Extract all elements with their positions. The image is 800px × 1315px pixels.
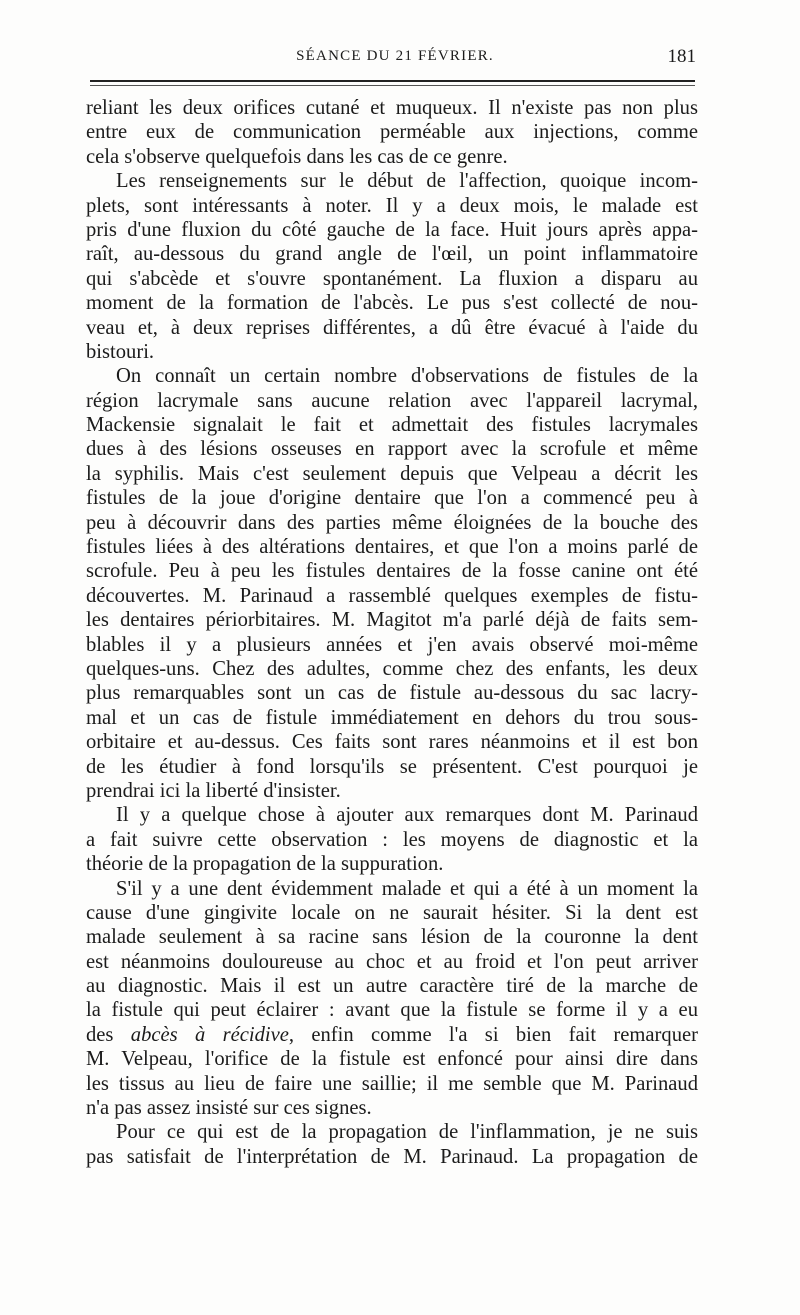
text-line: blables il y a plusieurs années et j'en avais observé moi-même: [86, 633, 698, 656]
text-line: n'a pas assez insisté sur ces signes.: [86, 1097, 372, 1120]
text-line: la syphilis. Mais c'est seulement depuis que Velpeau a décrit les: [86, 462, 698, 485]
text-line: est néanmoins douloureuse au choc et au froid et l'on peut arriver: [86, 950, 698, 973]
text-line: fistules liées à des altérations dentaires, et que l'on a moins parlé de: [86, 536, 698, 559]
text-line: a fait suivre cette observation : les moyens de diagnostic et la: [86, 828, 698, 851]
text-line: S'il y a une dent évidemment malade et qui a été à un moment la: [116, 877, 698, 900]
text-line-part: des: [86, 1023, 131, 1046]
header-rule-thin: [90, 85, 695, 86]
text-line: fistules de la joue d'origine dentaire que l'on a commencé peu à: [86, 487, 698, 510]
page-number: 181: [667, 46, 696, 67]
text-line: pas satisfait de l'interprétation de M. Parinaud. La propagation de: [86, 1145, 698, 1168]
text-line: région lacrymale sans aucune relation avec l'appareil lacrymal,: [86, 389, 698, 412]
text-line: Il y a quelque chose à ajouter aux remarques dont M. Parinaud: [116, 804, 698, 827]
text-line: bistouri.: [86, 340, 155, 363]
text-line: M. Velpeau, l'orifice de la fistule est enfoncé pour ainsi dire dans: [86, 1048, 698, 1071]
text-line: veau et, à deux reprises différentes, a dû être évacué à l'aide du: [86, 316, 698, 339]
text-line: cela s'observe quelquefois dans les cas de ce genre.: [86, 145, 508, 168]
text-line: mal et un cas de fistule immédiatement en dehors du trou sous-: [86, 706, 698, 729]
text-line: de les étudier à fond lorsqu'ils se présentent. C'est pourquoi je: [86, 755, 698, 778]
body-text: [86, 96, 698, 1169]
running-title: SÉANCE DU 21 FÉVRIER.: [296, 48, 494, 64]
header-rule: [90, 80, 695, 82]
text-line: orbitaire et au-dessus. Ces faits sont rares néanmoins et il est bon: [86, 731, 698, 754]
text-line: quelques-uns. Chez des adultes, comme chez des enfants, les deux: [86, 657, 698, 680]
text-line: [86, 1023, 698, 1047]
text-line: scrofule. Peu à peu les fistules dentaires de la fosse canine ont été: [86, 560, 698, 583]
text-line: la fistule qui peut éclairer : avant que la fistule se forme il y a eu: [86, 999, 698, 1022]
text-line: qui s'abcède et s'ouvre spontanément. La fluxion a disparu au: [86, 267, 698, 290]
text-line: Les renseignements sur le début de l'affection, quoique incom-: [116, 170, 698, 193]
text-line: reliant les deux orifices cutané et muqueux. Il n'existe pas non plus: [86, 97, 698, 119]
text-line: les dentaires périorbitaires. M. Magitot m'a parlé déjà de faits sem-: [86, 609, 698, 632]
text-line: moment de la formation de l'abcès. Le pus s'est collecté de nou-: [86, 292, 698, 315]
text-line: raît, au-dessous du grand angle de l'œil, un point inflammatoire: [86, 243, 698, 266]
text-line: cause d'une gingivite locale on ne saurait hésiter. Si la dent est: [86, 901, 698, 924]
text-line: pris d'une fluxion du côté gauche de la face. Huit jours après appa-: [86, 218, 698, 241]
text-line: entre eux de communication perméable aux injections, comme: [86, 121, 698, 144]
text-line: les tissus au lieu de faire une saillie; il me semble que M. Parinaud: [86, 1072, 698, 1095]
text-line: théorie de la propagation de la suppuration.: [86, 853, 444, 876]
running-head: [90, 46, 700, 72]
text-line: plus remarquables sont un cas de fistule au-dessous du sac lacry-: [86, 682, 698, 705]
text-line: malade seulement à sa racine sans lésion de la couronne la dent: [86, 926, 698, 949]
text-line: Mackensie signalait le fait et admettait des fistules lacrymales: [86, 414, 698, 437]
text-line-part: , enfin comme l'a si bien fait remarquer: [288, 1023, 698, 1046]
text-line: dues à des lésions osseuses en rapport avec la scrofule et même: [86, 438, 698, 461]
text-line: découvertes. M. Parinaud a rassemblé quelques exemples de fistu-: [86, 584, 698, 607]
italic-phrase: abcès à récidive: [130, 1023, 289, 1046]
text-line: prendrai ici la liberté d'insister.: [86, 779, 341, 802]
text-line: Pour ce qui est de la propagation de l'inflammation, je ne suis: [116, 1121, 698, 1144]
text-line: On connaît un certain nombre d'observations de fistules de la: [116, 365, 698, 388]
text-line: peu à découvrir dans des parties même éloignées de la bouche des: [86, 511, 698, 534]
text-line: au diagnostic. Mais il est un autre caractère tiré de la marche de: [86, 975, 698, 998]
text-line: plets, sont intéressants à noter. Il y a deux mois, le malade est: [86, 194, 698, 217]
